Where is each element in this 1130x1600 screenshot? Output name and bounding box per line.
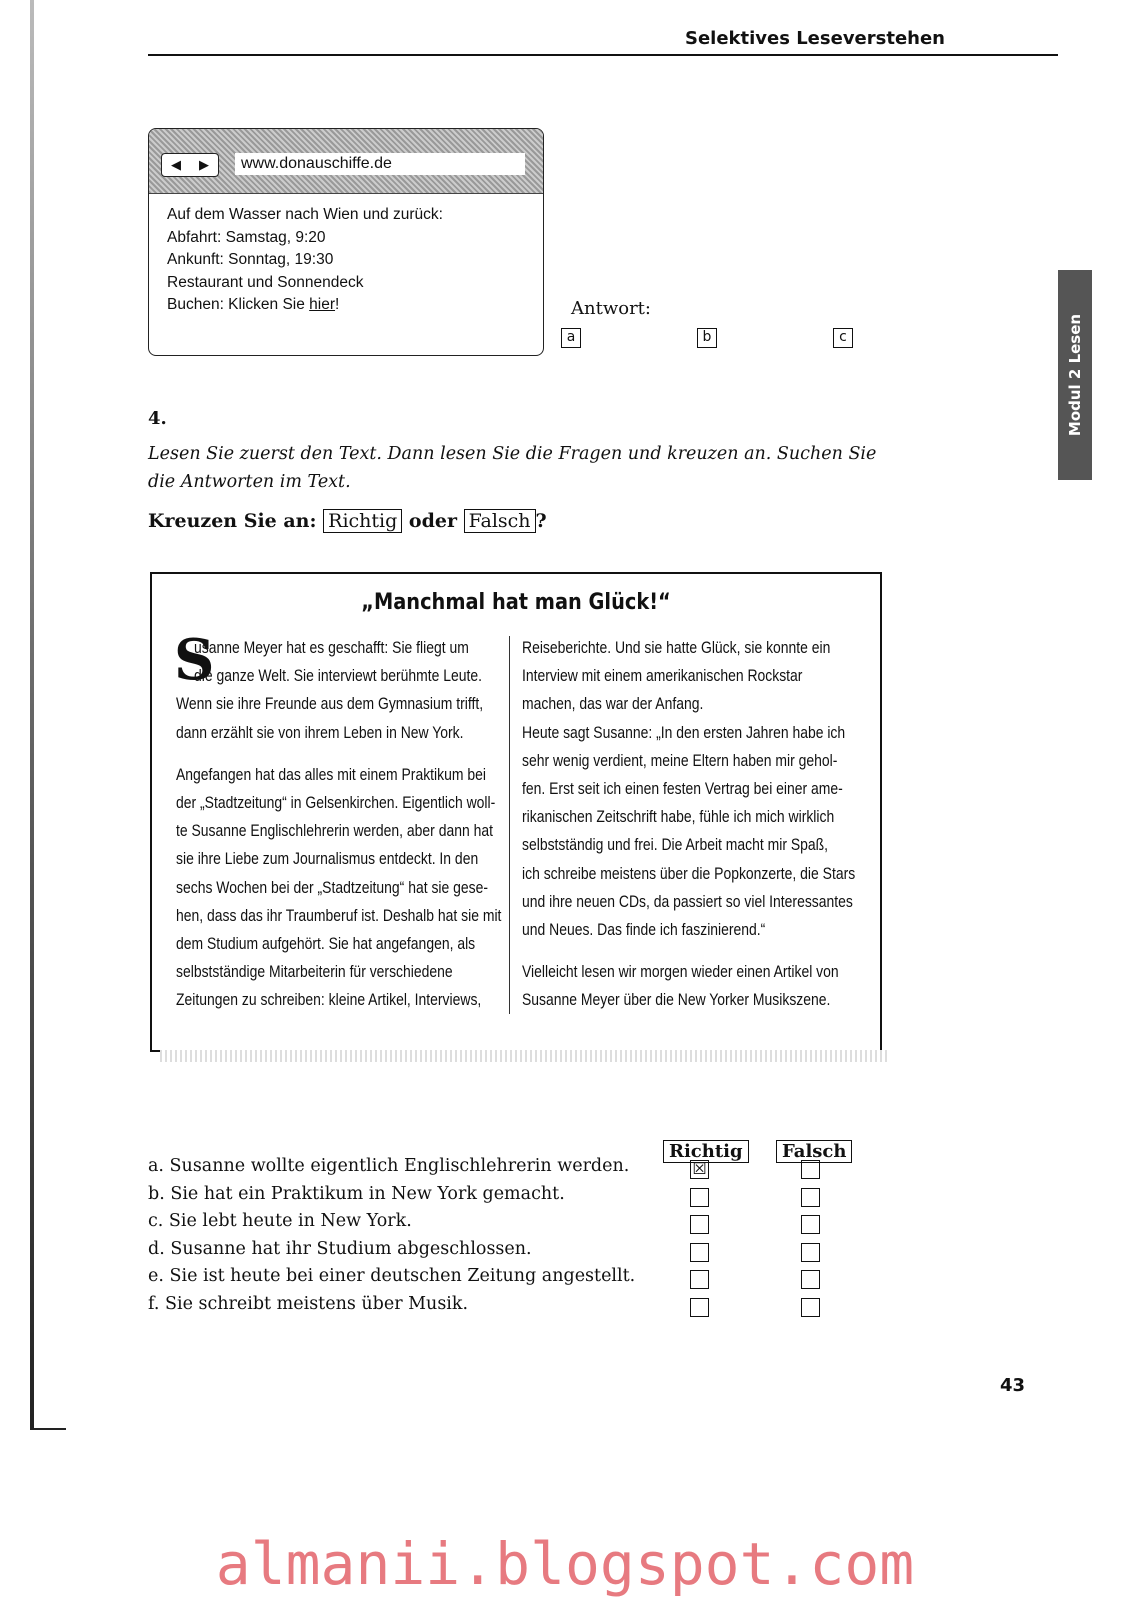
article-line: Angefangen hat das alles mit einem Praktikum bei: [176, 764, 486, 784]
article-line: dem Studium aufgehört. Sie hat angefangen, als: [176, 934, 476, 954]
article-column-2: [522, 634, 928, 1015]
article-line: te Susanne Englischlehrerin werden, aber dann hat: [176, 821, 493, 841]
richtig-checkbox[interactable]: [690, 1188, 709, 1207]
forward-arrow-icon: ▶: [199, 157, 209, 172]
falsch-checkbox[interactable]: [801, 1160, 820, 1179]
answer-option-a: a: [561, 328, 581, 348]
browser-line: Restaurant und Sonnendeck: [167, 273, 364, 291]
article-column-1: [174, 627, 573, 1015]
question-c: c. Sie lebt heute in New York.: [148, 1211, 412, 1232]
question-d: d. Susanne hat ihr Studium abgeschlossen.: [148, 1238, 532, 1259]
article-line: sechs Wochen bei der „Stadtzeitung“ hat sie gese-: [176, 877, 489, 897]
article-line: Reiseberichte. Und sie hatte Glück, sie konnte ein: [522, 638, 831, 657]
article-line: selbstständig und frei. Die Arbeit macht mir Spaß,: [522, 835, 829, 855]
article-line: hen, dass das ihr Traumberuf ist. Deshalb hat sie mit: [176, 905, 502, 925]
answer-label: Antwort:: [571, 298, 651, 319]
page-number: 43: [1000, 1375, 1026, 1396]
article-line: Vielleicht lesen wir morgen wieder einen Artikel von: [522, 962, 839, 982]
header-title: Selektives Leseverstehen: [685, 28, 945, 49]
browser-line: Auf dem Wasser nach Wien und zurück:: [167, 206, 443, 223]
article-title: „Manchmal hat man Glück!“: [361, 590, 671, 615]
question-f: f. Sie schreibt meistens über Musik.: [148, 1294, 469, 1314]
richtig-checkbox[interactable]: [690, 1270, 709, 1289]
paragraph-gap: [522, 944, 855, 958]
question-a: a. Susanne wollte eigentlich Englischlehrerin werden.: [148, 1156, 630, 1176]
book-suffix: !: [335, 296, 340, 313]
falsch-checkbox[interactable]: [801, 1188, 820, 1207]
browser-line-book: [167, 294, 525, 317]
answer-option-c: c: [833, 328, 853, 348]
header-rule: [148, 54, 1058, 56]
question-mark: ?: [535, 510, 547, 532]
article-line: selbstständige Mitarbeiterin für verschiedene: [176, 962, 453, 982]
drop-cap: S: [174, 627, 215, 693]
article-line: rikanischen Zeitschrift habe, fühle ich mich wirklich: [522, 807, 835, 827]
browser-line: Ankunft: Sonntag, 19:30: [167, 251, 334, 268]
falsch-checkbox[interactable]: [801, 1270, 820, 1289]
article-line: sehr wenig verdient, meine Eltern haben mir gehol-: [522, 750, 838, 770]
answer-option-b: b: [697, 328, 717, 348]
article-line: Zeitungen zu schreiben: kleine Artikel, Interviews,: [176, 990, 482, 1010]
browser-mockup: [148, 128, 544, 356]
article-line: ich schreibe meistens über die Popkonzerte, die Stars: [522, 863, 856, 883]
prompt-text: Kreuzen Sie an:: [148, 510, 317, 532]
side-tab: [1058, 270, 1092, 480]
article-line: der „Stadtzeitung“ in Gelsenkirchen. Eigentlich woll-: [176, 793, 496, 813]
article-line: Interview mit einem amerikanischen Rockstar: [522, 666, 803, 686]
task-prompt: [148, 510, 547, 532]
task-instruction: Lesen Sie zuerst den Text. Dann lesen Sie die Fragen und kreuzen an. Suchen Sie die Antworten im Text.: [148, 444, 877, 492]
richtig-checkbox[interactable]: ☒: [690, 1160, 709, 1179]
book-prefix: Buchen: Klicken Sie: [167, 296, 310, 313]
article-line: Wenn sie ihre Freunde aus dem Gymnasium trifft,: [176, 694, 484, 714]
scan-edge-foot: [30, 1428, 66, 1430]
article-line: Susanne Meyer über die New Yorker Musikszene.: [522, 990, 831, 1010]
article-line: sie ihre Liebe zum Journalismus entdeckt. In den: [176, 849, 479, 869]
article-box: [150, 572, 882, 1052]
browser-toolbar: [149, 129, 543, 194]
falsch-checkbox[interactable]: [801, 1298, 820, 1317]
falsch-label: Falsch: [464, 509, 536, 533]
watermark: almanii.blogspot.com: [215, 1530, 915, 1598]
article-line: und Neues. Das finde ich faszinierend.“: [522, 920, 766, 940]
paragraph-gap: [176, 747, 501, 761]
richtig-label: Richtig: [323, 509, 402, 533]
column-divider: [509, 636, 510, 1014]
article-line: Heute sagt Susanne: „In den ersten Jahren habe ich: [522, 722, 846, 742]
article-line: die ganze Welt. Sie interviewt berühmte Leute.: [194, 666, 483, 686]
richtig-checkbox[interactable]: [690, 1243, 709, 1262]
richtig-checkbox[interactable]: [690, 1298, 709, 1317]
falsch-checkbox[interactable]: [801, 1215, 820, 1234]
article-line: usanne Meyer hat es geschafft: Sie fliegt um: [194, 638, 469, 657]
article-line: machen, das war der Anfang.: [522, 694, 704, 714]
url-bar: www.donauschiffe.de: [235, 153, 525, 175]
scan-edge: [30, 0, 34, 1430]
task-number: 4.: [148, 408, 167, 429]
question-b: b. Sie hat ein Praktikum in New York gemacht.: [148, 1183, 565, 1204]
article-line: und ihre neuen CDs, da passiert so viel Interessantes: [522, 891, 853, 911]
nav-buttons: [161, 153, 219, 177]
falsch-header: Falsch: [776, 1140, 852, 1163]
richtig-header: Richtig: [663, 1140, 749, 1163]
book-link: hier: [309, 296, 336, 313]
back-arrow-icon: ◀: [171, 157, 181, 172]
oder-text: oder: [408, 510, 457, 532]
browser-line: Abfahrt: Samstag, 9:20: [167, 228, 326, 246]
question-e: e. Sie ist heute bei einer deutschen Zeitung angestellt.: [148, 1266, 636, 1287]
article-line: dann erzählt sie von ihrem Leben in New York.: [176, 722, 464, 742]
richtig-checkbox[interactable]: [690, 1215, 709, 1234]
falsch-checkbox[interactable]: [801, 1243, 820, 1262]
side-tab-label: Modul 2 Lesen: [1066, 313, 1084, 437]
browser-content: [149, 194, 543, 327]
article-shadow: [160, 1050, 890, 1062]
article-line: fen. Erst seit ich einen festen Vertrag bei einer ame-: [522, 779, 843, 799]
